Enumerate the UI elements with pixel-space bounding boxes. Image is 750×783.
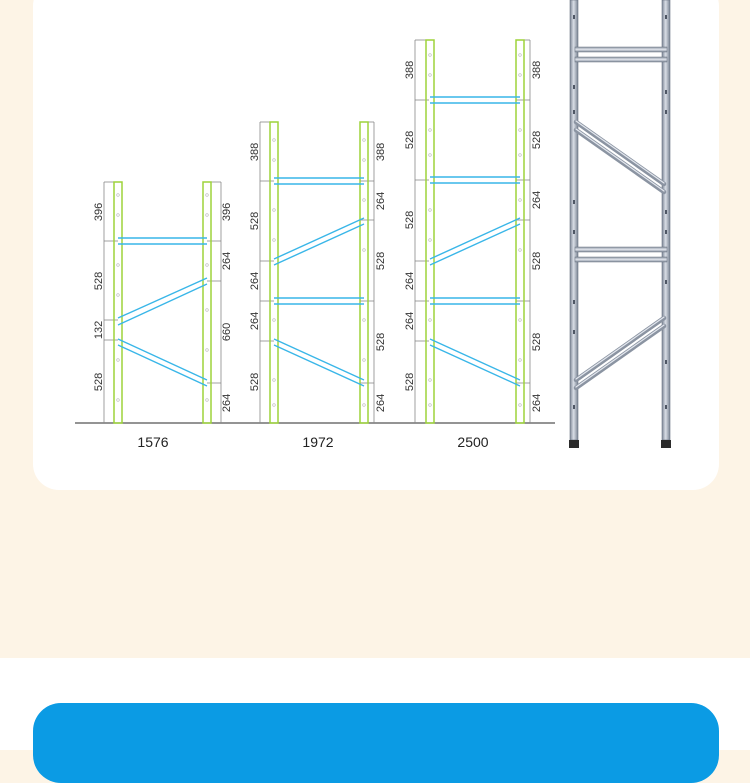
- dim-label: 528: [249, 372, 261, 392]
- frame-width-label: 1972: [302, 434, 334, 450]
- dim-label: 528: [249, 211, 261, 231]
- dim-label: 264: [404, 271, 416, 291]
- dim-label: 264: [375, 191, 387, 211]
- dim-label: 388: [531, 60, 543, 80]
- dim-label: 132: [93, 320, 105, 340]
- dim-label: 388: [249, 142, 261, 162]
- dim-label: 528: [531, 332, 543, 352]
- dim-label: 528: [375, 251, 387, 271]
- dim-label: 264: [404, 311, 416, 331]
- dim-label: 396: [221, 202, 233, 222]
- dim-label: 264: [249, 311, 261, 331]
- frame-1576: [93, 182, 233, 450]
- dim-label: 264: [375, 393, 387, 413]
- frame-width-label: 1576: [137, 434, 169, 450]
- dim-label: 264: [249, 271, 261, 291]
- frame-width-label: 2500: [457, 434, 489, 450]
- dim-label: 528: [531, 251, 543, 271]
- dim-label: 396: [93, 202, 105, 222]
- dim-label: 264: [531, 190, 543, 210]
- dim-label: 660: [221, 322, 233, 342]
- dim-label: 264: [221, 393, 233, 413]
- dim-label: 528: [404, 130, 416, 150]
- frame-1972: [249, 122, 387, 450]
- dim-label: 388: [375, 142, 387, 162]
- dim-label: 528: [404, 372, 416, 392]
- dim-label: 264: [221, 251, 233, 271]
- dim-label: 528: [404, 210, 416, 230]
- dim-label: 264: [531, 393, 543, 413]
- frame-2500: [404, 40, 543, 450]
- dim-label: 528: [93, 372, 105, 392]
- dim-label: 528: [531, 130, 543, 150]
- dim-label: 388: [404, 60, 416, 80]
- dim-label: 528: [375, 332, 387, 352]
- rendered-frame-illustration: [569, 0, 671, 448]
- dim-label: 528: [93, 271, 105, 291]
